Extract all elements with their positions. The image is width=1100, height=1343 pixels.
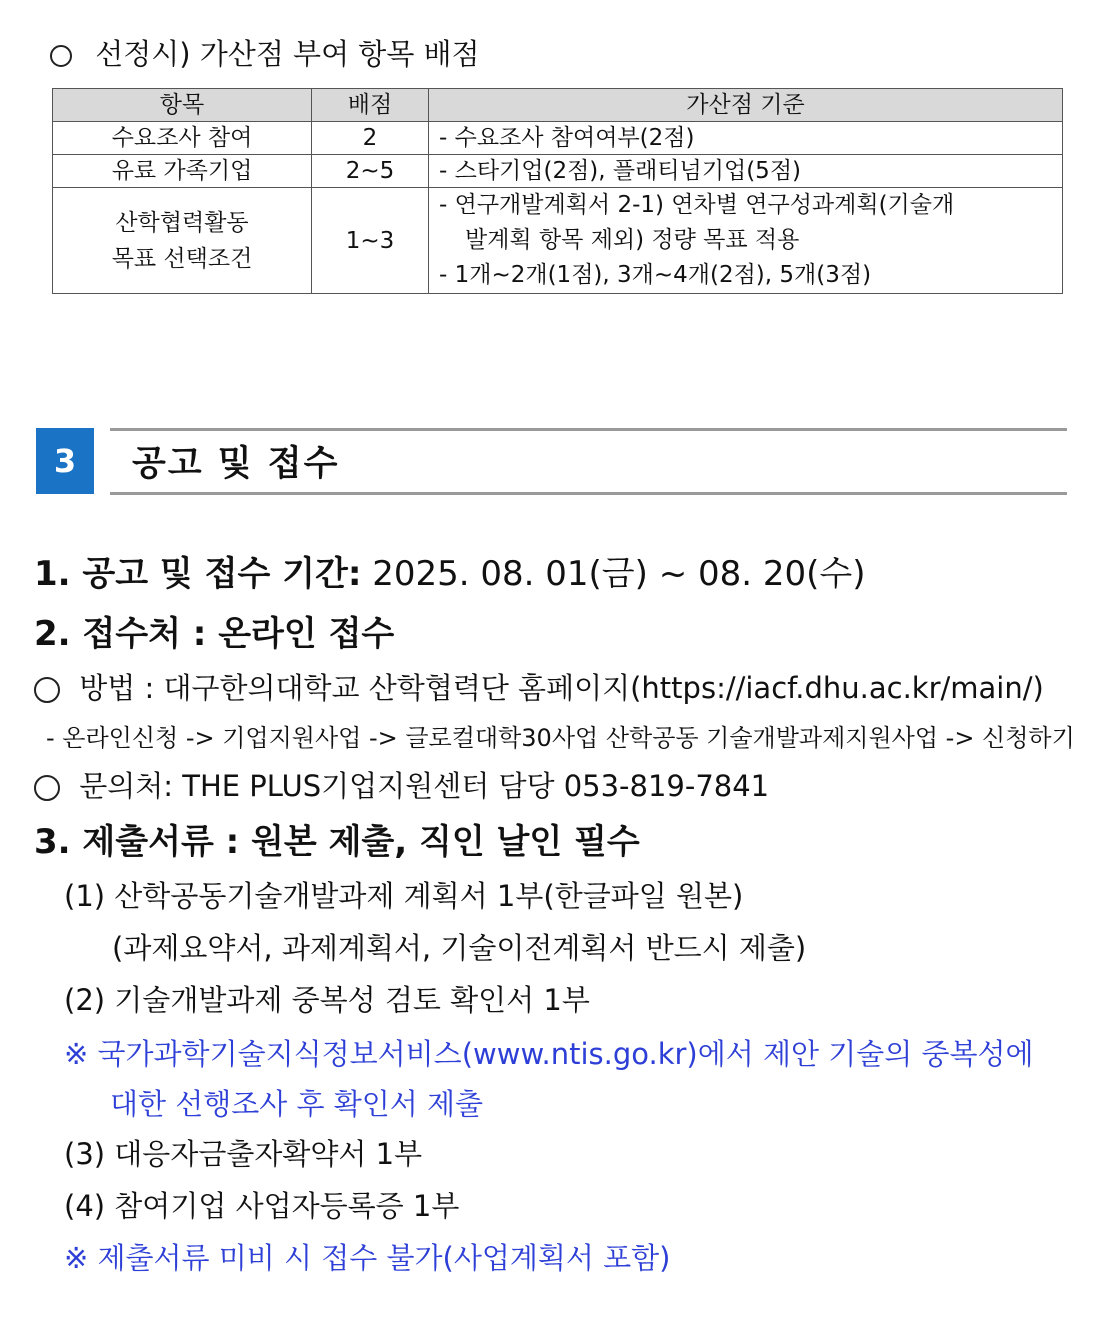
- header-score: 배점: [312, 89, 429, 122]
- row-item: 수요조사 참여: [53, 122, 312, 155]
- doc3: (3) 대응자금출자확약서 1부: [64, 1137, 423, 1171]
- row-score: 2: [312, 122, 429, 155]
- circle-bullet-icon: [34, 677, 60, 703]
- table-row: [53, 188, 1063, 294]
- circle-bullet-icon: [50, 45, 72, 67]
- header-item: 항목: [53, 89, 312, 122]
- circle-bullet-icon: [34, 775, 60, 801]
- criteria-line2: 발계획 항목 제외) 정량 목표 적용: [465, 227, 800, 253]
- table-row: [53, 122, 1063, 155]
- note1-line2: 대한 선행조사 후 확인서 제출: [110, 1087, 484, 1121]
- row-criteria: - 스타기업(2점), 플래티넘기업(5점): [429, 155, 1063, 188]
- doc4: (4) 참여기업 사업자등록증 1부: [64, 1189, 460, 1223]
- row-item-line1: 산학협력활동: [115, 209, 249, 236]
- period-value: 2025. 08. 01(금) ~ 08. 20(수): [372, 554, 866, 594]
- method-text: 방법 : 대구한의대학교 산학협력단 홈페이지(https://iacf.dhu.ac.kr/main/): [79, 671, 1044, 705]
- section-number-badge: 3: [36, 428, 94, 494]
- doc1-line1: (1) 산학공동기술개발과제 계획서 1부(한글파일 원본): [64, 879, 744, 913]
- row-item: [53, 188, 312, 294]
- period-line: [34, 546, 866, 595]
- contact-line: [34, 764, 769, 805]
- note2: ※ 제출서류 미비 시 접수 불가(사업계획서 포함): [64, 1241, 671, 1275]
- reception-place: 2. 접수처 : 온라인 접수: [34, 614, 395, 654]
- application-path: - 온라인신청 -> 기업지원사업 -> 글로컬대학30사업 산학공동 기술개발과제지원사업 -> 신청하기: [46, 724, 1075, 752]
- doc2: (2) 기술개발과제 중복성 검토 확인서 1부: [64, 983, 590, 1017]
- row-score: 1~3: [312, 188, 429, 294]
- section-top-rule: [110, 428, 1067, 431]
- row-item-line2: 목표 선택조건: [111, 245, 253, 272]
- row-item: 유료 가족기업: [53, 155, 312, 188]
- table-caption-row: [50, 32, 480, 73]
- section-title: 공고 및 접수: [132, 444, 340, 484]
- method-line: [34, 666, 1044, 707]
- period-label: 1. 공고 및 접수 기간:: [34, 554, 362, 594]
- documents-title: 3. 제출서류 : 원본 제출, 직인 날인 필수: [34, 822, 640, 862]
- table-header-row: [53, 89, 1063, 122]
- doc1-line2: (과제요약서, 과제계획서, 기술이전계획서 반드시 제출): [112, 931, 807, 965]
- section-bottom-rule: [110, 492, 1067, 495]
- contact-text: 문의처: THE PLUS기업지원센터 담당 053-819-7841: [79, 769, 770, 803]
- table-row: [53, 155, 1063, 188]
- bonus-score-table: [52, 88, 1063, 294]
- row-criteria: [429, 188, 1063, 294]
- row-criteria: - 수요조사 참여여부(2점): [429, 122, 1063, 155]
- header-criteria: 가산점 기준: [429, 89, 1063, 122]
- criteria-line3: - 1개~2개(1점), 3개~4개(2점), 5개(3점): [439, 262, 872, 288]
- criteria-line1: - 연구개발계획서 2-1) 연차별 연구성과계획(기술개: [439, 192, 955, 218]
- row-score: 2~5: [312, 155, 429, 188]
- note1-line1: ※ 국가과학기술지식정보서비스(www.ntis.go.kr)에서 제안 기술의 중복성에: [64, 1037, 1034, 1071]
- table-caption: 선정시) 가산점 부여 항목 배점: [95, 37, 480, 71]
